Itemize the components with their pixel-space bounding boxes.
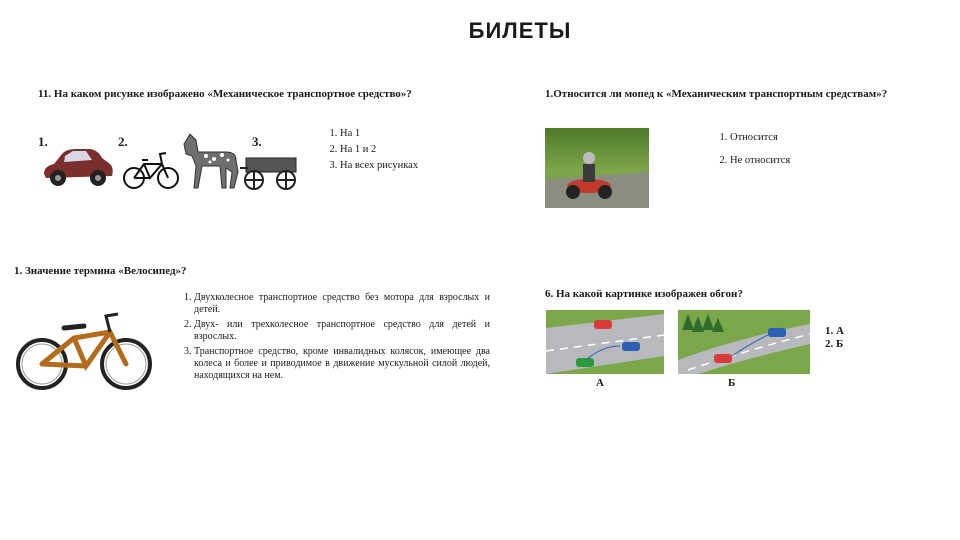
bicycle-photo xyxy=(14,308,159,396)
cart-picture xyxy=(240,148,300,192)
moped-option-1: 1. Относится xyxy=(730,132,910,143)
q6-option-1: 1. А xyxy=(836,325,896,337)
q6-option-2: 2. Б xyxy=(836,338,896,350)
q6-options xyxy=(820,325,896,355)
q11-option-1: 1. На 1 xyxy=(340,128,520,139)
q11-option-3: 3. На всех рисунках xyxy=(340,160,520,171)
image-label-b: Б xyxy=(728,377,736,389)
bicycle-picture xyxy=(122,144,180,192)
question-bicycle: 1. Значение термина «Велосипед»? xyxy=(14,265,187,277)
bicycle-options xyxy=(176,292,490,387)
road-picture-b xyxy=(678,310,810,374)
moped-options xyxy=(712,132,910,171)
picture-label-1: 1. xyxy=(38,134,48,149)
q11-option-2: 2. На 1 и 2 xyxy=(340,144,520,155)
moped-photo xyxy=(545,128,649,208)
road-picture-a xyxy=(546,310,664,374)
image-label-a: А xyxy=(596,377,604,389)
picture-label-3: 3. xyxy=(252,134,262,149)
bicycle-option-3: 3. Транспортное средство, кроме инвалидных колясок, имеющее два колеса и более и приводимое в движение мускульной силой людей, находящихся на нем. xyxy=(194,346,490,382)
q11-options xyxy=(322,128,520,176)
question-moped: 1.Относится ли мопед к «Механическим транспортным средствам»? xyxy=(545,88,888,100)
question-11: 11. На каком рисунке изображено «Механическое транспортное средство»? xyxy=(38,88,412,100)
page-title: БИЛЕТЫ xyxy=(468,18,572,43)
car-picture xyxy=(40,140,115,192)
question-6: 6. На какой картинке изображен обгон? xyxy=(545,288,743,300)
moped-option-2: 2. Не относится xyxy=(730,155,910,166)
horse-picture xyxy=(180,132,242,192)
bicycle-option-2: 2. Двух- или трехколесное транспортное средство для детей и взрослых. xyxy=(194,319,490,343)
picture-label-2: 2. xyxy=(118,134,128,149)
bicycle-option-1: 1. Двухколесное транспортное средство без мотора для взрослых и детей. xyxy=(194,292,490,316)
